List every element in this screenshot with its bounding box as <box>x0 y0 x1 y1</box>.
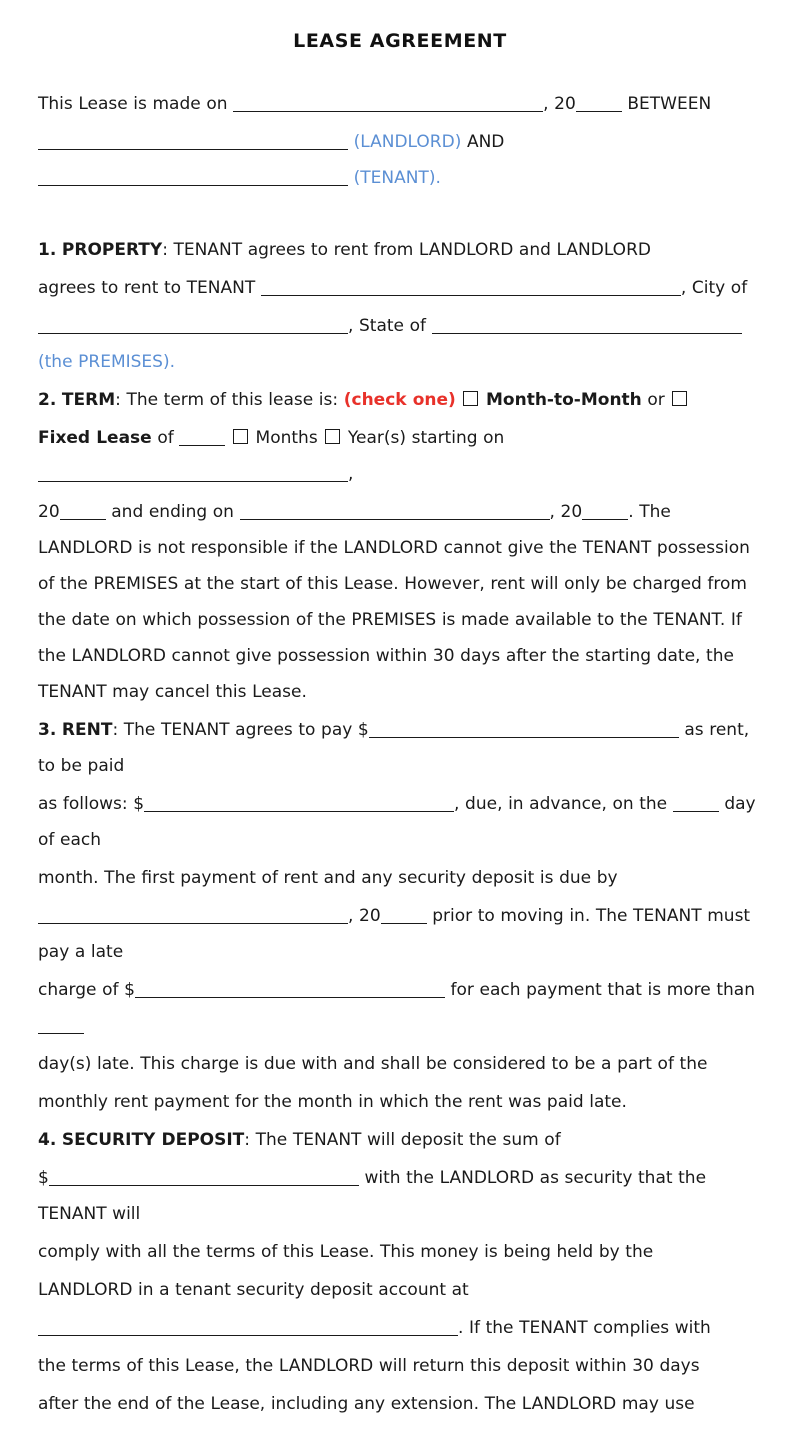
section-3-text-11: day(s) late. This charge is due with and shall be considered to be a part of the <box>38 1054 708 1074</box>
intro-date-blank[interactable] <box>233 94 543 112</box>
section-1-number: 1. <box>38 240 57 260</box>
term-end-date-blank[interactable] <box>240 502 550 520</box>
section-4-text-6: . If the TENANT complies with <box>458 1318 711 1338</box>
term-end-year-blank[interactable] <box>582 502 628 520</box>
spacer-1 <box>38 218 762 232</box>
rent-day-blank[interactable] <box>673 794 719 812</box>
property-address-blank[interactable] <box>261 278 681 296</box>
section-2-line-2 <box>38 420 762 492</box>
section-3-number: 3. <box>38 720 57 740</box>
section-3-line-7 <box>38 1084 762 1120</box>
section-1-text-4: , State of <box>348 316 426 336</box>
intro-text-made-on: This Lease is made on <box>38 94 228 114</box>
deposit-account-blank[interactable] <box>38 1318 458 1336</box>
option-months-label: Months <box>255 428 318 448</box>
section-1-text-1: : TENANT agrees to rent from LANDLORD and LANDLORD <box>162 240 651 260</box>
section-3-text-5: day of each <box>38 794 756 850</box>
term-start-date-blank[interactable] <box>38 464 348 482</box>
section-3-text-12: monthly rent payment for the month in which the rent was paid late. <box>38 1092 627 1112</box>
check-one-note: (check one) <box>343 390 456 410</box>
section-3-text-9: charge of $ <box>38 980 135 1000</box>
section-2-year-prefix-2: , 20 <box>549 502 583 522</box>
section-2-year-prefix: 20 <box>38 502 60 522</box>
section-3-line-1 <box>38 712 762 784</box>
section-3-line-6 <box>38 1046 762 1082</box>
section-3-text-3: as follows: $ <box>38 794 145 814</box>
section-1-heading: PROPERTY <box>61 240 163 260</box>
section-3-text-10: for each payment that is more than <box>450 980 755 1000</box>
checkbox-fixed-lease[interactable] <box>672 391 687 406</box>
landlord-name-blank[interactable] <box>38 132 348 150</box>
section-2-text-1: : The term of this lease is: <box>115 390 339 410</box>
term-start-year-blank[interactable] <box>60 502 106 520</box>
section-3-line-5 <box>38 972 762 1044</box>
intro-text-between: BETWEEN <box>627 94 712 114</box>
page-title: LEASE AGREEMENT <box>293 30 507 52</box>
first-payment-date-blank[interactable] <box>38 906 348 924</box>
section-3-text-2: as rent, to be paid <box>38 720 750 776</box>
intro-line-2 <box>38 124 762 196</box>
section-4-text-1: : The TENANT will deposit the sum of <box>244 1130 561 1150</box>
first-payment-year-blank[interactable] <box>381 906 427 924</box>
section-4-text-8: after the end of the Lease, including any extension. The LANDLORD may use <box>38 1394 695 1414</box>
section-3-text-1: : The TENANT agrees to pay $ <box>112 720 369 740</box>
section-4-line-7 <box>38 1386 762 1422</box>
premises-label: (the PREMISES). <box>38 352 175 372</box>
late-charge-amount-blank[interactable] <box>135 980 445 998</box>
section-3-line-3 <box>38 860 762 896</box>
property-state-blank[interactable] <box>432 316 742 334</box>
section-2-line-1 <box>38 382 762 418</box>
section-4-text-5: LANDLORD in a tenant security deposit account at <box>38 1280 469 1300</box>
section-4-text-4: comply with all the terms of this Lease. This money is being held by the <box>38 1242 654 1262</box>
section-4-line-2 <box>38 1160 762 1232</box>
landlord-label: (LANDLORD) <box>353 132 462 152</box>
term-quantity-blank[interactable] <box>179 428 225 446</box>
section-4-line-5 <box>38 1310 762 1346</box>
section-4-number: 4. <box>38 1130 57 1150</box>
tenant-name-blank[interactable] <box>38 168 348 186</box>
section-1-line-1 <box>38 232 762 268</box>
section-1-text-2: agrees to rent to TENANT <box>38 278 256 298</box>
section-2-ending-on: and ending on <box>111 502 234 522</box>
section-2-heading: TERM <box>61 390 116 410</box>
section-4-line-6 <box>38 1348 762 1384</box>
section-2-or: or <box>647 390 665 410</box>
section-4-line-3 <box>38 1234 762 1270</box>
section-1-line-2 <box>38 270 762 306</box>
checkbox-months[interactable] <box>233 429 248 444</box>
section-4-line-4 <box>38 1272 762 1308</box>
intro-year-blank[interactable] <box>576 94 622 112</box>
section-1-line-3 <box>38 308 762 380</box>
section-3-text-7: , 20 <box>348 906 381 926</box>
checkbox-years[interactable] <box>325 429 340 444</box>
rent-installment-blank[interactable] <box>144 794 454 812</box>
section-4-line-1 <box>38 1122 762 1158</box>
option-month-to-month-label: Month-to-Month <box>486 390 642 410</box>
section-2-line-3 <box>38 494 762 710</box>
late-days-blank[interactable] <box>38 1016 84 1034</box>
section-3-text-8: prior to moving in. The TENANT must pay a late <box>38 906 751 962</box>
section-2-comma: , <box>348 464 354 484</box>
section-2-of: of <box>157 428 174 448</box>
section-2-number: 2. <box>38 390 57 410</box>
option-fixed-lease-label: Fixed Lease <box>38 428 152 448</box>
checkbox-month-to-month[interactable] <box>463 391 478 406</box>
section-3-line-2 <box>38 786 762 858</box>
section-1-text-3: , City of <box>680 278 748 298</box>
intro-text-and: AND <box>466 132 505 152</box>
section-4-text-7: the terms of this Lease, the LANDLORD will return this deposit within 30 days <box>38 1356 700 1376</box>
intro-text-year-prefix: , 20 <box>543 94 576 114</box>
section-2-body: . The LANDLORD is not responsible if the LANDLORD cannot give the TENANT possession of the PREMISES at the start of this Lease. However, rent will only be charged from the date on which possession of the PREMISES is made available to the TENANT. If the LANDLORD cannot give possession within 30 days after the starting date, the TENANT may cancel this Lease. <box>38 502 750 702</box>
section-3-line-4 <box>38 898 762 970</box>
section-3-text-4: , due, in advance, on the <box>454 794 668 814</box>
rent-amount-blank[interactable] <box>369 720 679 738</box>
security-deposit-amount-blank[interactable] <box>49 1168 359 1186</box>
tenant-label: (TENANT). <box>353 168 441 188</box>
intro-line-1 <box>38 86 762 122</box>
section-3-text-6: month. The first payment of rent and any security deposit is due by <box>38 868 618 888</box>
option-years-label: Year(s) starting on <box>347 428 505 448</box>
section-3-heading: RENT <box>61 720 113 740</box>
section-4-text-2: $ <box>38 1168 49 1188</box>
section-4-text-3: with the LANDLORD as security that the TENANT will <box>38 1168 707 1224</box>
property-city-blank[interactable] <box>38 316 348 334</box>
section-4-heading: SECURITY DEPOSIT <box>61 1130 245 1150</box>
